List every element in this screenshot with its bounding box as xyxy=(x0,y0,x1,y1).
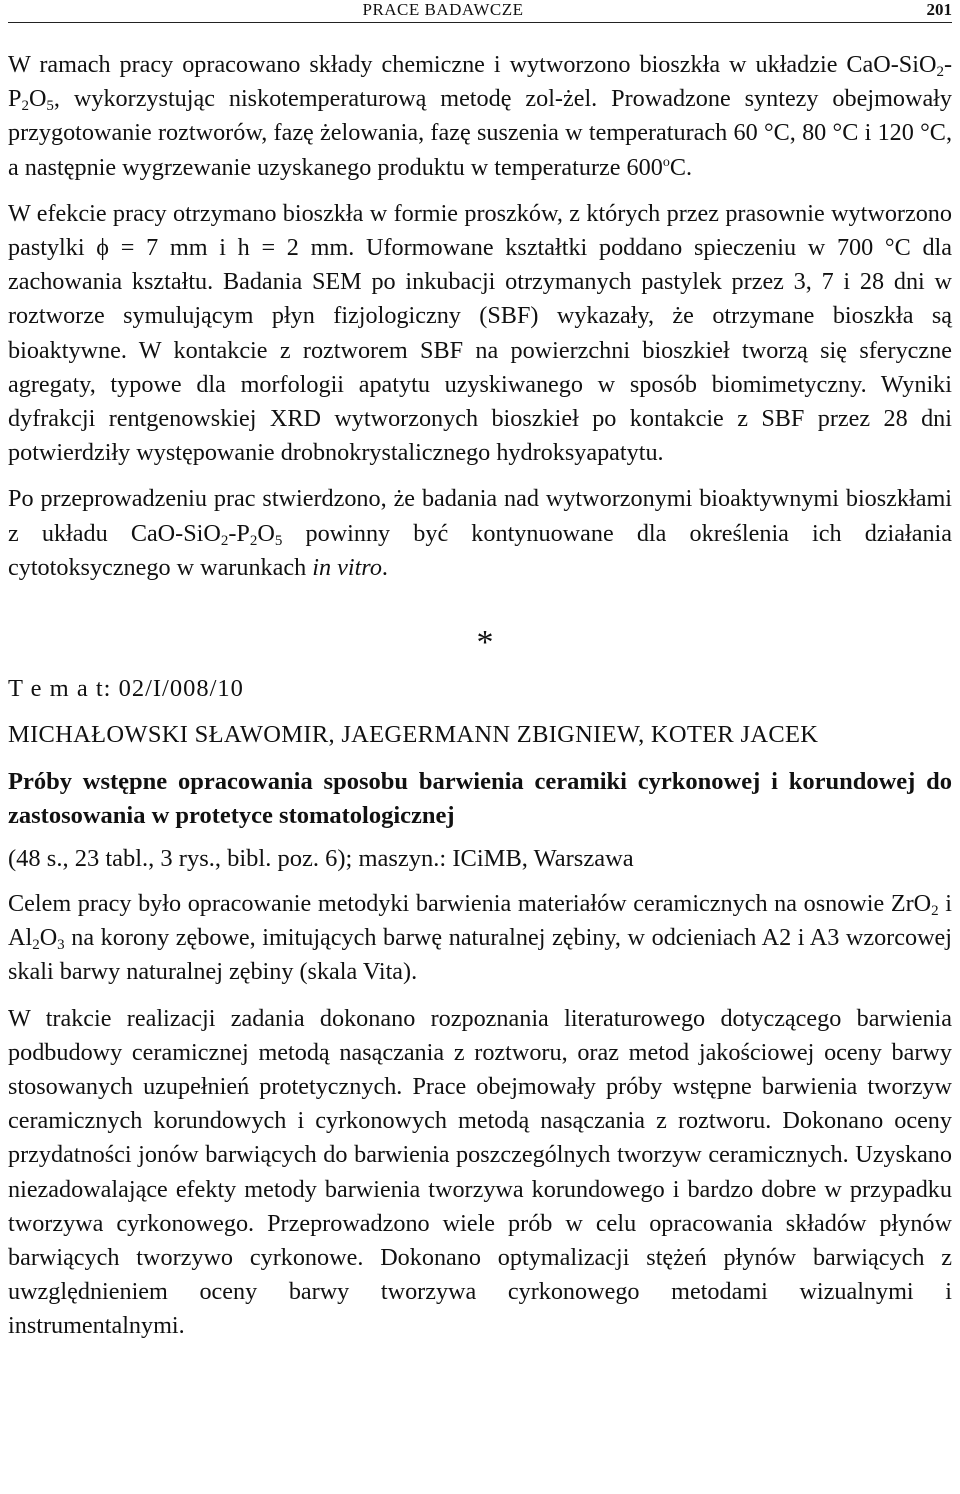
paragraph-conclusion: Po przeprowadzeniu prac stwierdzono, że badania nad wytworzonymi bioaktywnymi bioszkłami z układu CaO-$SiO_2-P_2O_5$ powinny być kontynuowane dla określenia ich działania cytotoksycznego w warunkach in vitro. xyxy=(8,485,952,581)
page-body xyxy=(8,48,952,1356)
running-head: PRACE BADAWCZE xyxy=(362,0,524,19)
paragraph-work-summary: W trakcie realizacji zadania dokonano rozpoznania literaturowego dotyczącego barwienia podbudowy ceramicznej metodą nasączania z roztworu, oraz metod jakościowej oceny barwy stosowanych uzupełnień protetycznych. Prace obejmowały próby wstępne barwienia tworzyw ceramicznych korundowych i cyrkonowych metodą nasączania z roztworu. Dokonano oceny przydatności jonów barwiących do barwienia poszczególnych tworzyw ceramicznych. Uzyskano niezadowalające efekty metody barwienia tworzywa korundowego i bardzo dobre w przypadku tworzywa cyrkonowego. Przeprowadzono wiele prób w celu opracowania składów płynów barwiących tworzywo cyrkonowe. Dokonano optymalizacji stężeń płynów barwiących z uwzględnieniem oceny barwy tworzywa cyrkonowego metodami wizualnymi i instrumentalnymi. xyxy=(8,1004,952,1340)
report-title: Próby wstępne opracowania sposobu barwienia ceramiki cyrkonowej i korundowej do zastosowania w protetyce stomatologicznej xyxy=(8,768,952,830)
authors-line: MICHAŁOWSKI SŁAWOMIR, JAEGERMANN ZBIGNIEW, KOTER JACEK xyxy=(8,721,819,749)
section-separator-asterisk: * xyxy=(476,624,494,662)
report-metadata: (48 s., 23 tabl., 3 rys., bibl. poz. 6); maszyn.: ICiMB, Warszawa xyxy=(8,845,634,873)
paragraph-aim: Celem pracy było opracowanie metodyki barwienia materiałów ceramicznych na osnowie ZrO$_2$ i $Al_2O_3$ na korony zębowe, imitujących barwę naturalnej zębiny, w odcieniach A2 i A3 wzorcowej skali barwy naturalnej zębiny (skala Vita). xyxy=(8,890,952,986)
paragraph-results: W efekcie pracy otrzymano bioszkła w formie proszków, z których przez prasownie wytworzono pastylki ϕ = 7 mm i h = 2 mm. Uformowane kształtki poddano spieczeniu w 700 °C dla zachowania kształtu. Badania SEM po inkubacji otrzymanych pastylek przez 3, 7 i 28 dni w roztworze symulującym płyn fizjologiczny (SBF) wykazały, że otrzymane bioszkła są bioaktywne. W kontakcie z roztworem SBF na powierzchni bioszkieł tworzą się sferyczne agregaty, typowe dla morfologii apatytu uzyskiwanego w sposób biomimetyczny. Wyniki dyfrakcji rentgenowskiej XRD wytworzonych bioszkieł po kontakcie z SBF przez 28 dni potwierdziły występowanie drobnokrystalicznego hydroksyapatytu. xyxy=(8,199,952,467)
page-number: 201 xyxy=(926,0,952,19)
page-header xyxy=(8,0,952,23)
topic-number: T e m a t: 02/I/008/10 xyxy=(8,675,244,703)
paragraph-synthesis: W ramach pracy opracowano składy chemiczne i wytworzono bioszkła w układzie CaO-$SiO_2-P_2O_5$, wykorzystując niskotemperaturową metodę zol-żel. Prowadzone syntezy obejmowały przygotowanie roztworów, fazę żelowania, fazę suszenia w temperaturach 60 °C, 80 °C i 120 °C, a następnie wygrzewanie uzyskanego produktu w temperaturze 600$^o$C. xyxy=(8,51,952,181)
